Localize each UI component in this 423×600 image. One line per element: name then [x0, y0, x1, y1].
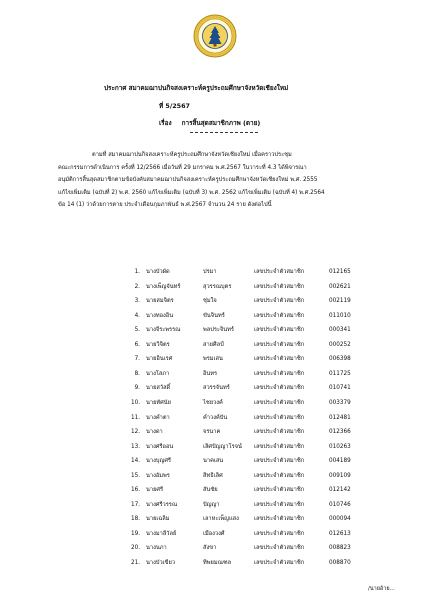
member-id-label: เลขประจำตัวสมาชิก [254, 472, 305, 479]
announcement-subject [159, 119, 260, 128]
member-id: 012613 [329, 530, 351, 537]
member-row [0, 527, 423, 541]
member-id: 012481 [329, 414, 351, 421]
member-last-name: เลิศปัญญาโรจน์ [203, 443, 242, 450]
member-number: 13. [130, 443, 140, 450]
member-id: 000341 [329, 327, 351, 334]
member-row [0, 352, 423, 366]
member-row [0, 512, 423, 526]
member-id: 011010 [329, 312, 351, 319]
member-id: 012165 [329, 269, 351, 275]
member-number: 9. [134, 385, 140, 392]
member-id-label: เลขประจำตัวสมาชิก [254, 414, 305, 421]
heading-divider [190, 132, 258, 133]
member-id: 000094 [329, 516, 351, 523]
member-row [0, 309, 423, 323]
member-number: 12. [130, 429, 140, 436]
member-number: 8. [134, 370, 140, 377]
member-id: 010746 [329, 501, 351, 508]
member-number: 10. [130, 399, 140, 406]
member-id-label: เลขประจำตัวสมาชิก [254, 298, 305, 305]
member-first-name: นายศรี [146, 487, 164, 494]
body-line: คณะกรรมการดำเนินการ ครั้งที่ 12/2566 เมื่อวันที่ 29 มกราคม พ.ศ.2567 ในวาระที่ 4.3 ได้พิจารณา [58, 164, 307, 171]
member-id: 010741 [329, 385, 351, 392]
association-seal-logo [193, 14, 237, 58]
member-last-name: สวรรจันทร์ [203, 385, 230, 392]
subject-text: การสิ้นสุดสมาชิกภาพ (ตาย) [181, 119, 261, 127]
body-line: อนุมัติการสิ้นสุดสมาชิกตามข้อบังคับสมาคมฌาปนกิจสงเคราะห์ครูประถมศึกษาจังหวัดเชียงใหม่ พ.ศ. 2555 [58, 177, 318, 184]
member-first-name: นางโสภา [146, 370, 170, 377]
member-id-label: เลขประจำตัวสมาชิก [254, 312, 305, 319]
member-number: 11. [130, 414, 140, 421]
member-id-label: เลขประจำตัวสมาชิก [254, 501, 305, 508]
member-number: 14. [130, 458, 140, 465]
member-id-label: เลขประจำตัวสมาชิก [254, 399, 305, 406]
member-row [0, 294, 423, 308]
announcement-number: ที่ 5/2567 [159, 102, 191, 110]
member-row [0, 323, 423, 337]
member-row [0, 338, 423, 352]
member-id-label: เลขประจำตัวสมาชิก [254, 545, 305, 552]
member-row [0, 440, 423, 454]
member-row [0, 454, 423, 468]
member-id-label: เลขประจำตัวสมาชิก [254, 327, 305, 334]
announcement-title: ประกาศ สมาคมฌาปนกิจสงเคราะห์ครูประถมศึกษาจังหวัดเชียงใหม่ [104, 84, 289, 92]
member-id-label: เลขประจำตัวสมาชิก [254, 429, 305, 436]
member-id: 004189 [329, 458, 351, 465]
member-last-name: คำวงค์ปัน [203, 414, 228, 421]
member-last-name: เมืองวงศ์ [203, 530, 225, 537]
member-first-name: นางคำตา [146, 414, 170, 421]
member-first-name: นางบัวผัด [146, 269, 170, 275]
member-id-label: เลขประจำตัวสมาชิก [254, 356, 305, 363]
member-first-name: นางบัวเขียว [146, 560, 176, 566]
member-first-name: นายทัศนัย [146, 399, 171, 406]
member-number: 2. [134, 283, 140, 290]
member-row [0, 483, 423, 497]
member-last-name: ไชยวงค์ [203, 399, 223, 406]
member-row [0, 381, 423, 395]
member-first-name: นายวิจิตร [146, 341, 170, 348]
member-row [0, 556, 423, 570]
member-id: 011725 [329, 370, 351, 377]
member-last-name: นาคเสน [203, 458, 224, 465]
member-last-name: เลาหะเพ็ญแสง [203, 516, 239, 523]
member-first-name: นางศรีออน [146, 443, 174, 450]
member-number: 19. [130, 530, 140, 537]
member-id-label: เลขประจำตัวสมาชิก [254, 269, 305, 275]
member-first-name: นายอินเรศ [146, 356, 173, 363]
member-row [0, 411, 423, 425]
member-id-label: เลขประจำตัวสมาชิก [254, 341, 305, 348]
member-last-name: สังขา [203, 545, 217, 552]
member-id: 003379 [329, 399, 351, 406]
member-number: 15. [130, 472, 140, 479]
member-id-label: เลขประจำตัวสมาชิก [254, 443, 305, 450]
member-last-name: ปรมา [203, 269, 217, 275]
member-row [0, 498, 423, 512]
member-first-name: นางมาลีวัลย์ [146, 530, 177, 537]
member-row [0, 367, 423, 381]
member-id: 012366 [329, 429, 351, 436]
member-number: 17. [130, 501, 140, 508]
member-number: 7. [134, 356, 140, 363]
member-number: 20. [130, 545, 140, 552]
member-row [0, 396, 423, 410]
member-id: 000252 [329, 341, 351, 348]
member-last-name: ขันจินทร์ [203, 312, 225, 319]
member-id-label: เลขประจำตัวสมาชิก [254, 283, 305, 290]
body-line: ข้อ 14 (1) ว่าด้วยการตาย ประจำเดือนกุมภาพันธ์ พ.ศ.2567 จำนวน 24 ราย ดังต่อไปนี้ [58, 202, 272, 209]
member-id-label: เลขประจำตัวสมาชิก [254, 487, 305, 494]
member-last-name: ทิพยมณฑล [203, 560, 232, 566]
member-last-name: อินทร [203, 370, 218, 377]
member-last-name: สายศิลป์ [203, 341, 224, 348]
member-id-label: เลขประจำตัวสมาชิก [254, 458, 305, 465]
member-id-label: เลขประจำตัวสมาชิก [254, 370, 305, 377]
member-id-label: เลขประจำตัวสมาชิก [254, 385, 305, 392]
member-last-name: ปัญญา [203, 501, 220, 508]
member-row [0, 541, 423, 555]
member-id-label: เลขประจำตัวสมาชิก [254, 560, 305, 566]
member-row [0, 265, 423, 279]
member-id: 009109 [329, 472, 351, 479]
member-id-label: เลขประจำตัวสมาชิก [254, 516, 305, 523]
member-number: 4. [134, 312, 140, 319]
member-number: 3. [134, 298, 140, 305]
member-last-name: พลประจินทร์ [203, 327, 234, 334]
member-id: 008870 [329, 560, 351, 566]
member-id: 002621 [329, 283, 351, 290]
member-last-name: พรมเสน [203, 356, 223, 363]
member-last-name: สันชัย [203, 487, 218, 494]
member-last-name: สิทธิเลิศ [203, 472, 223, 479]
member-first-name: นางดา [146, 429, 163, 436]
member-first-name: นางจีระพรรณ [146, 327, 181, 334]
member-id: 008823 [329, 545, 351, 552]
member-first-name: นายสมจิตร [146, 298, 174, 305]
body-line: ตามที่ สมาคมฌาปนกิจสงเคราะห์ครูประถมศึกษาจังหวัดเชียงใหม่ เมื่อคราวประชุม [92, 152, 292, 158]
member-first-name: นางนภา [146, 545, 167, 552]
member-id: 012142 [329, 487, 351, 494]
body-line: แก้ไขเพิ่มเติม (ฉบับที่ 2) พ.ศ. 2560 แก้ไขเพิ่มเติม (ฉบับที่ 3) พ.ศ. 2562 แก้ไขเพิ่มเติม (ฉบับที่ 4) พ.ศ.2564 [58, 189, 325, 196]
member-number: 16. [130, 487, 140, 494]
member-number: 6. [134, 341, 140, 348]
member-first-name: นายเฉลิม [146, 516, 170, 523]
member-first-name: นายสวัสดิ์ [146, 385, 171, 392]
member-id: 006398 [329, 356, 351, 363]
member-row [0, 469, 423, 483]
member-number: 1. [134, 269, 140, 275]
member-first-name: นางอัมพร [146, 472, 170, 479]
member-last-name: สุวรรณบุตร [203, 283, 232, 290]
member-first-name: นางเพ็ญจันทร์ [146, 283, 181, 290]
member-id-label: เลขประจำตัวสมาชิก [254, 530, 305, 537]
subject-label: เรื่อง [159, 119, 172, 127]
member-row [0, 280, 423, 294]
continued-marker: /นายอ้าย... [368, 586, 395, 592]
member-row [0, 425, 423, 439]
member-id: 010263 [329, 443, 351, 450]
seal-emblem-icon [193, 14, 237, 58]
member-first-name: นางบุญศรี [146, 458, 171, 465]
announcement-body [58, 149, 386, 212]
member-number: 18. [130, 516, 140, 523]
member-last-name: จรนาค [203, 429, 221, 436]
member-first-name: นางทองอิน [146, 312, 174, 319]
member-first-name: นางศรีวรรณ [146, 501, 178, 508]
member-number: 5. [134, 327, 140, 334]
member-last-name: ชุ่มใจ [203, 298, 217, 305]
member-number: 21. [130, 560, 140, 566]
member-id: 002119 [329, 298, 351, 305]
